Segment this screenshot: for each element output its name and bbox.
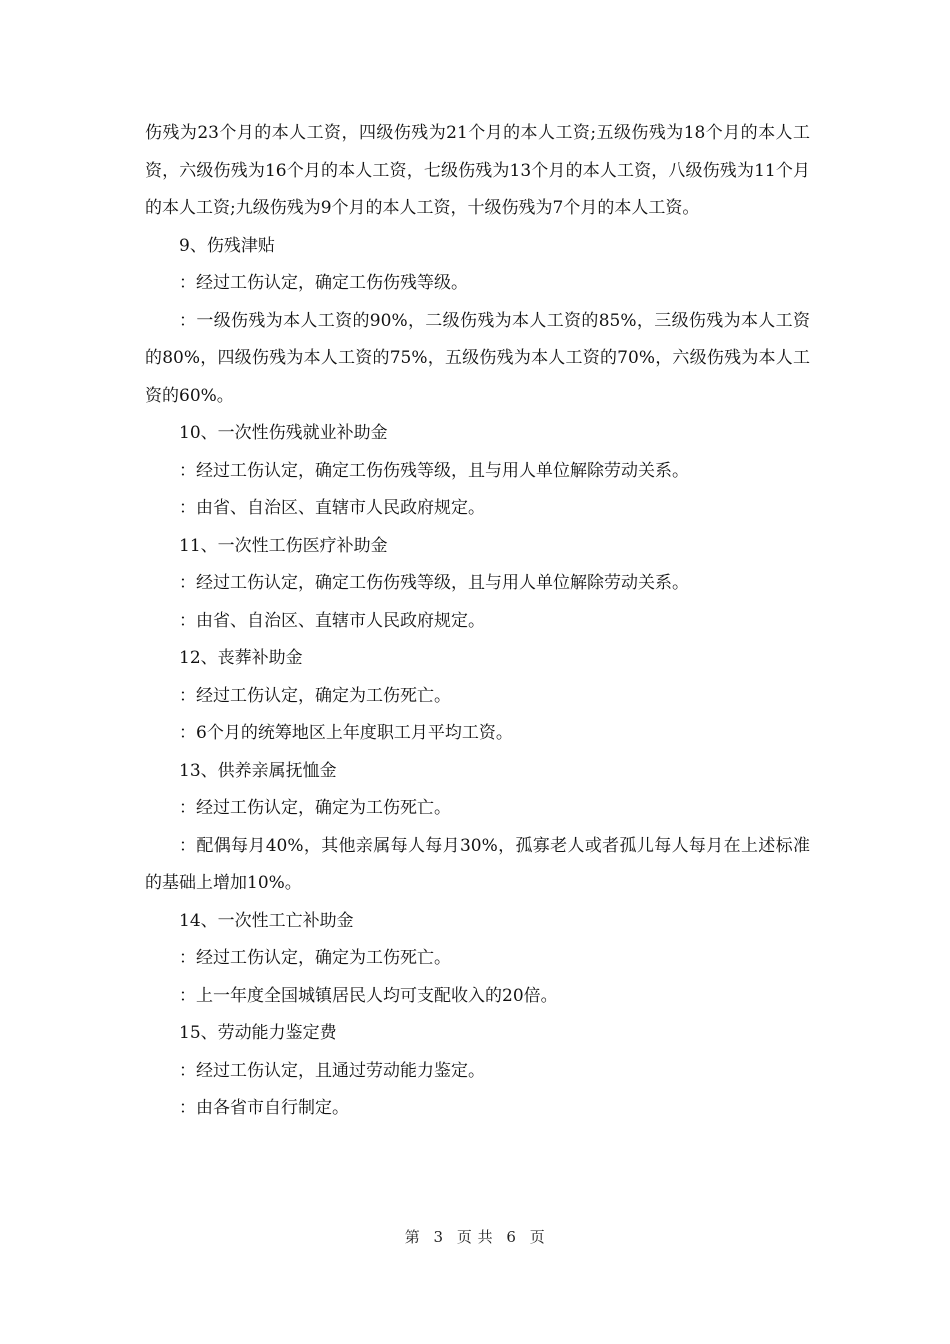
paragraph-20: ：经过工伤认定，且通过劳动能力鉴定。 [179, 1060, 485, 1081]
paragraph-heading-12: 12、丧葬补助金 [179, 648, 303, 668]
paragraph-heading-10: 10、一次性伤残就业补助金 [179, 423, 388, 443]
document-body [145, 115, 810, 1128]
paragraph-heading-13: 13、供养亲属抚恤金 [179, 760, 337, 781]
paragraph-5: ：经过工伤认定，确定工伤伤残等级，且与用人单位解除劳动关系。 [179, 460, 689, 481]
paragraph-3: ：一级伤残为本人工资的90%，二级伤残为本人工资的85%，三级伤残为本人工资的80%，四级伤残为本人工资的75%，五级伤残为本人工资的70%，六级伤残为本人工资的60%。 [145, 310, 810, 406]
paragraph-8: ：经过工伤认定，确定工伤伤残等级，且与用人单位解除劳动关系。 [179, 573, 689, 593]
paragraph-heading-14: 14、一次性工亡补助金 [179, 910, 354, 931]
paragraph-2: ：经过工伤认定，确定工伤伤残等级。 [179, 273, 468, 293]
footer-prefix: 第 [404, 1228, 421, 1246]
paragraph-heading-11: 11、一次性工伤医疗补助金 [179, 535, 388, 556]
paragraph-14: ：经过工伤认定，确定为工伤死亡。 [179, 798, 451, 818]
paragraph-0: 伤残为23个月的本人工资，四级伤残为21个月的本人工资;五级伤残为18个月的本人工资，六级伤残为16个月的本人工资，七级伤残为13个月的本人工资，八级伤残为11个月的本人工资;九级伤残为9个月的本人工资，十级伤残为7个月的本人工资。 [145, 123, 810, 218]
paragraph-17: ：经过工伤认定，确定为工伤死亡。 [179, 948, 451, 968]
paragraph-15: ：配偶每月40%，其他亲属每人每月30%，孤寡老人或者孤儿每人每月在上述标准的基础上增加10%。 [145, 835, 810, 893]
paragraph-18: ：上一年度全国城镇居民人均可支配收入的20倍。 [179, 985, 558, 1006]
paragraph-21: ：由各省市自行制定。 [179, 1098, 349, 1118]
page-footer [0, 1226, 950, 1247]
paragraph-9: ：由省、自治区、直辖市人民政府规定。 [179, 610, 485, 631]
footer-middle: 页 共 [456, 1228, 494, 1246]
footer-total-pages: 6 [506, 1228, 517, 1246]
paragraph-6: ：由省、自治区、直辖市人民政府规定。 [179, 498, 485, 518]
paragraph-11: ：经过工伤认定，确定为工伤死亡。 [179, 685, 451, 706]
paragraph-heading-15: 15、劳动能力鉴定费 [179, 1023, 337, 1043]
footer-current-page: 3 [433, 1228, 444, 1246]
footer-suffix: 页 [529, 1228, 546, 1246]
paragraph-heading-9: 9、伤残津贴 [179, 235, 275, 256]
paragraph-12: ：6个月的统筹地区上年度职工月平均工资。 [179, 723, 513, 743]
